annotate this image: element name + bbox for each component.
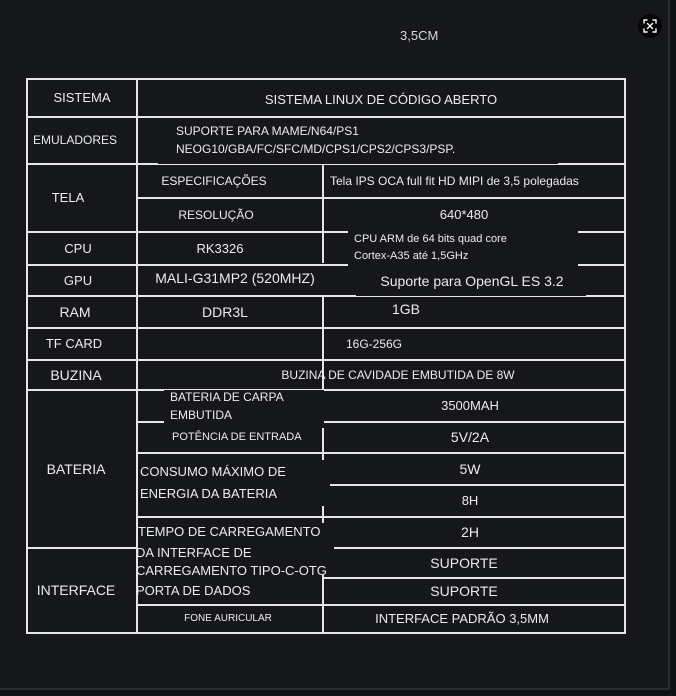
bateria-max-label-line2: ENERGIA DA BATERIA xyxy=(140,486,278,502)
gpu-desc: Suporte para OpenGL ES 3.2 xyxy=(380,272,564,289)
cpu-desc-line2: Cortex-A35 até 1,5GHz xyxy=(354,250,469,263)
size-label: 3,5CM xyxy=(400,28,439,43)
row-label-buzina: BUZINA xyxy=(50,366,102,383)
tela-res-label: RESOLUÇÃO xyxy=(178,207,254,222)
ram-size: 1GB xyxy=(391,300,420,317)
interface-audio-value: INTERFACE PADRÃO 3,5MM xyxy=(375,611,549,627)
tela-spec-label: ESPECIFICAÇÕES xyxy=(161,173,267,188)
row-label-interface: INTERFACE xyxy=(36,582,116,599)
row-label-emuladores: EMULADORES xyxy=(32,133,118,148)
tf-card-value: 16G-256G xyxy=(345,336,403,351)
row-label-tela: TELA xyxy=(51,190,85,206)
row-label-gpu: GPU xyxy=(63,272,93,288)
emuladores-value-line2: NEOG10/GBA/FC/SFC/MD/CPS1/CPS2/CPS3/PSP. xyxy=(176,141,456,156)
interface-typec-label-line1: DA INTERFACE DE xyxy=(136,545,252,561)
bateria-duration-value: 8H xyxy=(461,493,479,509)
bateria-cap-label-line2: EMBUTIDA xyxy=(170,407,233,422)
tela-res-value: 640*480 xyxy=(439,207,489,223)
row-label-sistema: SISTEMA xyxy=(53,90,111,106)
row-label-bateria: BATERIA xyxy=(46,460,106,477)
interface-data-label: PORTA DE DADOS xyxy=(136,583,251,599)
bateria-power-value: 5V/2A xyxy=(450,429,490,446)
bateria-max-label-line1: CONSUMO MÁXIMO DE xyxy=(140,464,286,480)
bateria-charge-value: 2H xyxy=(461,524,479,541)
spec-table xyxy=(26,78,626,634)
row-label-tf-card: TF CARD xyxy=(45,336,103,352)
gpu-model: MALI-G31MP2 (520MHZ) xyxy=(155,269,315,286)
row-label-cpu: CPU xyxy=(64,240,92,256)
buzina-value: BUZINA DE CAVIDADE EMBUTIDA DE 8W xyxy=(281,367,515,382)
emuladores-value-line1: SUPORTE PARA MAME/N64/PS1 xyxy=(176,123,359,138)
interface-data-value: SUPORTE xyxy=(430,583,498,600)
bateria-cap-label-line1: BATERIA DE CARPA xyxy=(170,389,284,404)
bateria-power-label: POTÊNCIA DE ENTRADA xyxy=(172,431,302,444)
bateria-cap-value: 3500MAH xyxy=(441,398,499,414)
bateria-max-value: 5W xyxy=(459,460,481,477)
interface-typec-label-line2: CARREGAMENTO TIPO-C-OTG xyxy=(136,563,327,579)
cpu-desc-line1: CPU ARM de 64 bits quad core xyxy=(354,233,507,246)
cpu-model: RK3326 xyxy=(196,240,244,256)
row-label-ram: RAM xyxy=(59,303,91,320)
sistema-value: SISTEMA LINUX DE CÓDIGO ABERTO xyxy=(264,92,498,108)
tela-spec-value: Tela IPS OCA full fit HD MIPI de 3,5 polegadas xyxy=(330,173,579,188)
collapse-icon xyxy=(643,19,657,33)
bateria-charge-label: TEMPO DE CARREGAMENTO xyxy=(138,524,321,540)
interface-typec-value: SUPORTE xyxy=(430,554,498,571)
close-button[interactable] xyxy=(638,14,662,38)
interface-audio-label: FONE AURICULAR xyxy=(184,613,272,625)
ram-type: DDR3L xyxy=(202,303,248,320)
